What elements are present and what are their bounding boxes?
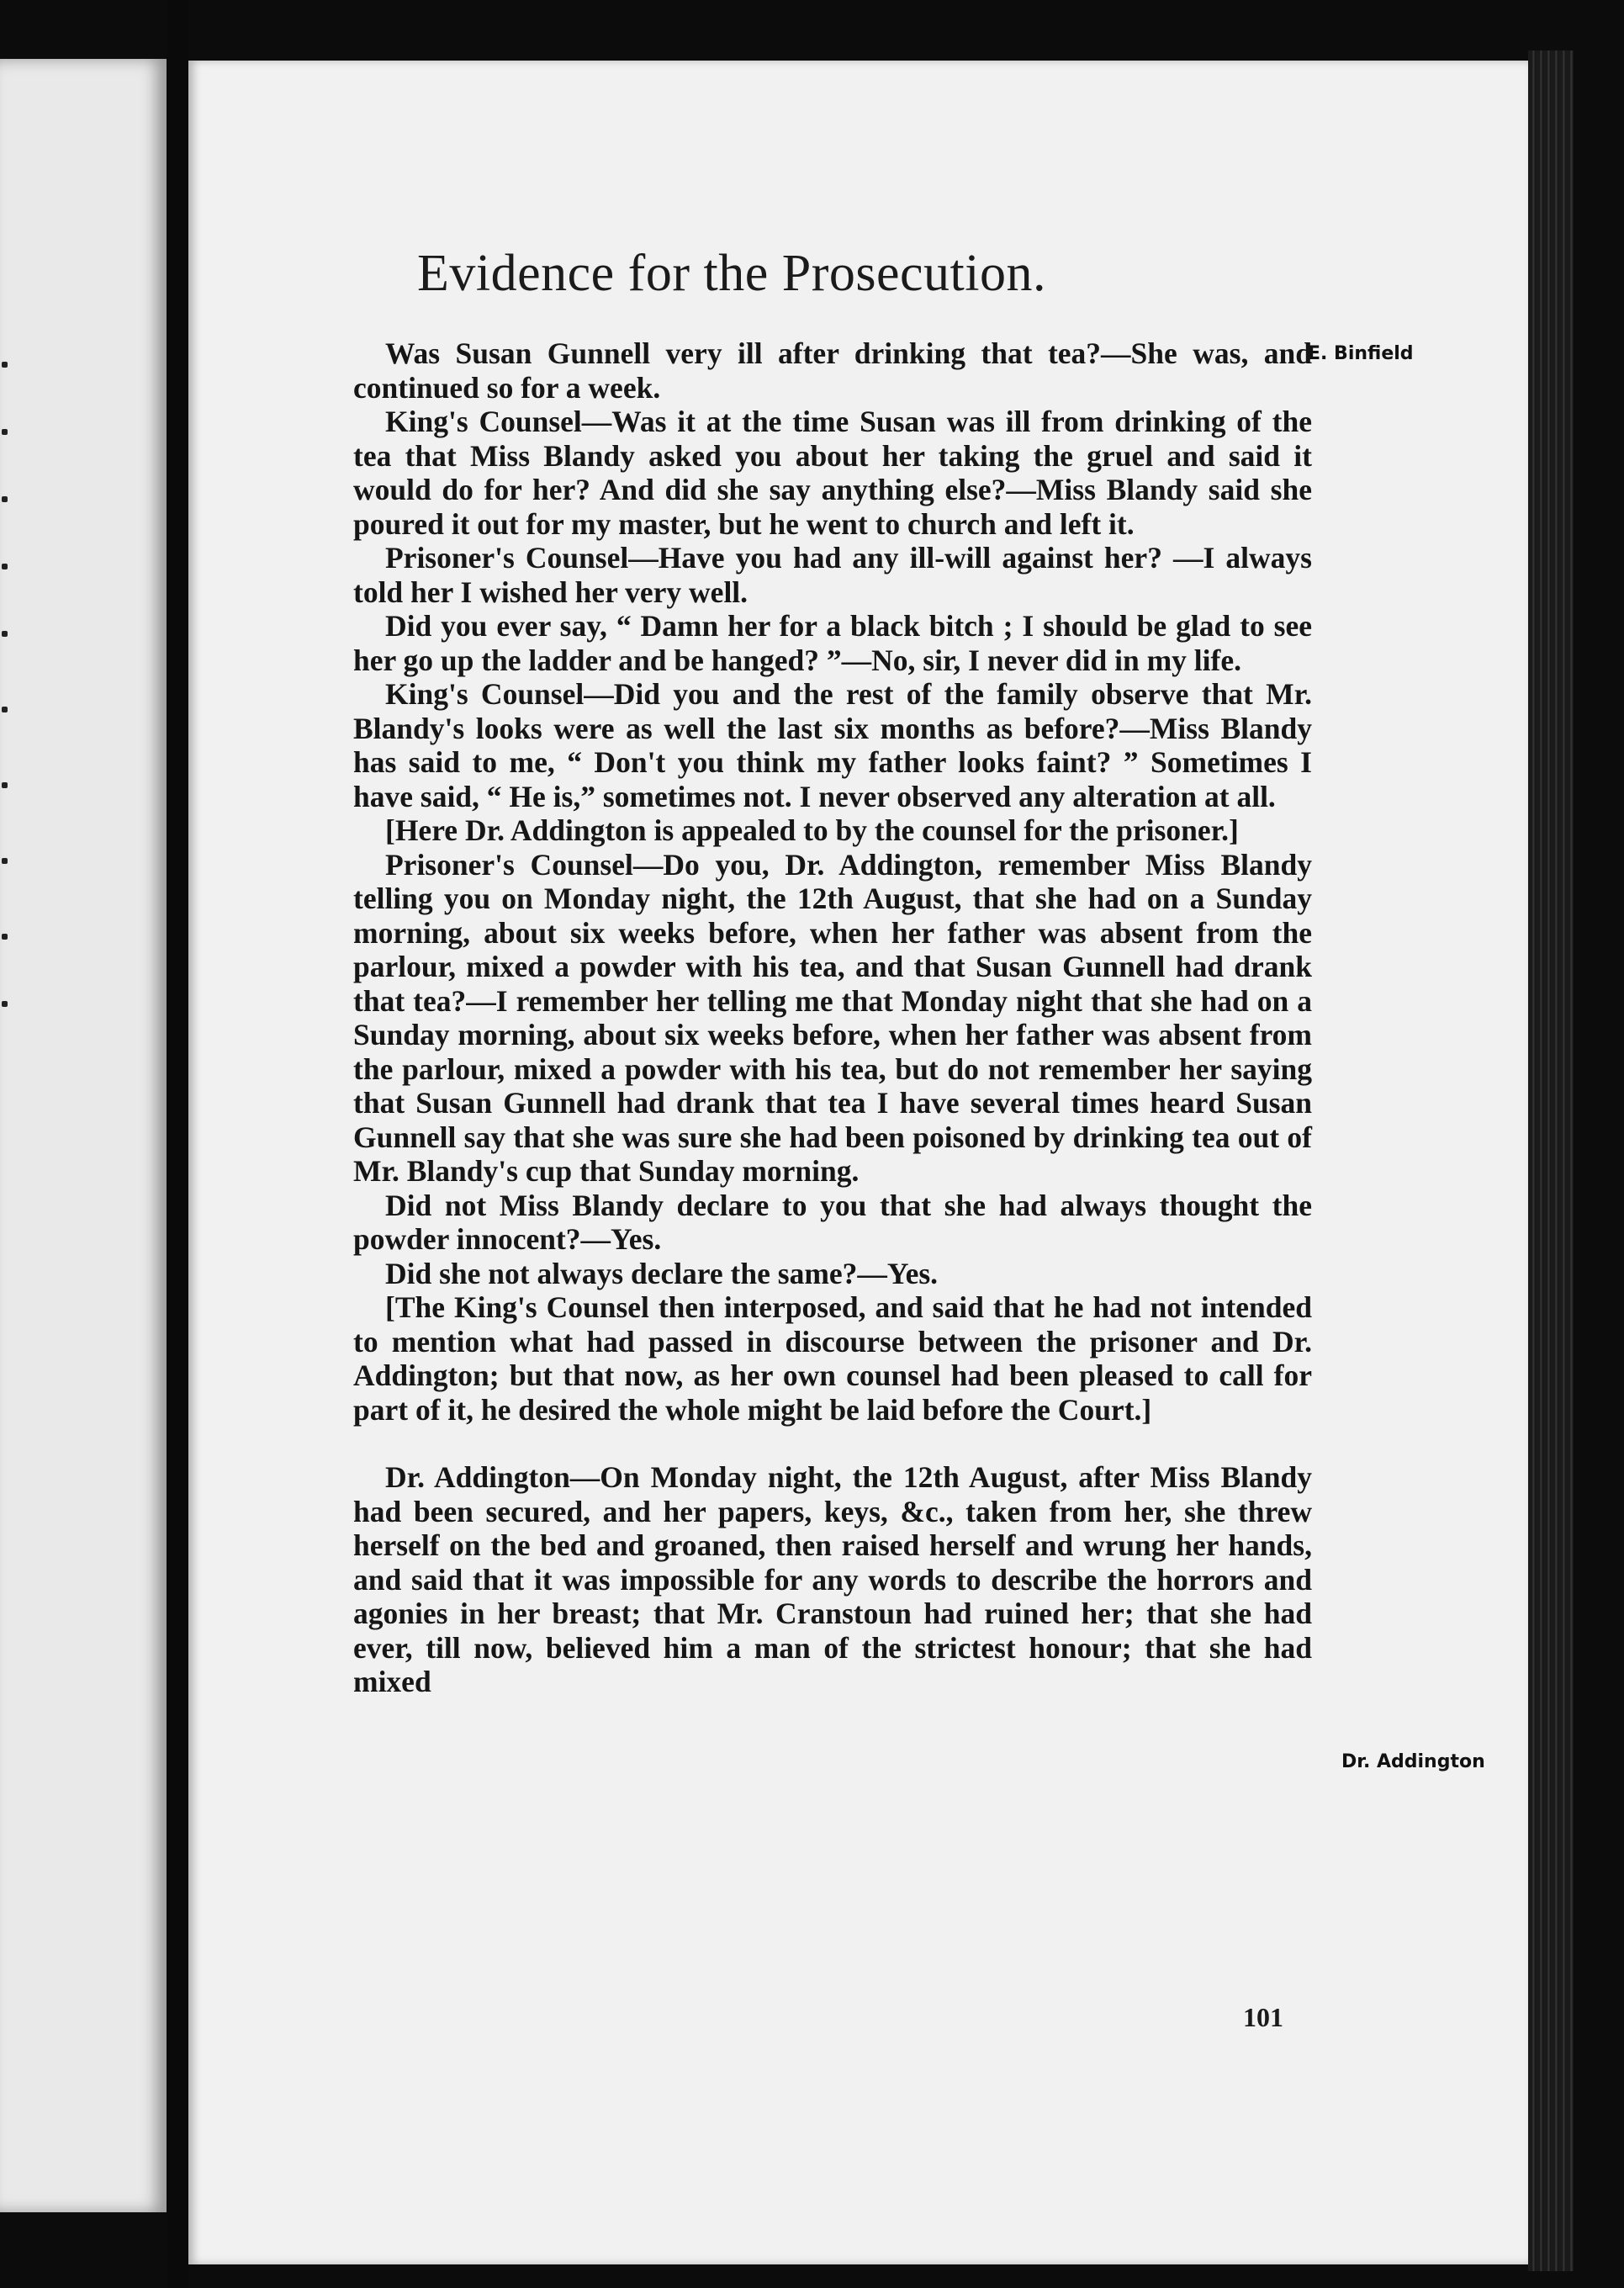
facing-page-mark <box>2 429 8 435</box>
paragraph: Did you ever say, “ Damn her for a black bitch ; I should be glad to see her go up the ladder and be hanged? ”—No, sir, I never did in my life. <box>353 609 1312 677</box>
paragraph: Dr. Addington—On Monday night, the 12th August, after Miss Blandy had been secured, and her papers, keys, &c., taken from her, she threw herself on the bed and groaned, then raised herself and wrung her hands, and said that it was impossible for any words to describe the horrors and agonies in her breast; that Mr. Cranstoun had ruined her; that she had ever, till now, believed him a man of the strictest honour; that she had mixed <box>353 1460 1312 1698</box>
facing-page-mark <box>2 564 8 569</box>
facing-page-mark <box>2 362 8 368</box>
paragraph: Prisoner's Counsel—Do you, Dr. Addington, remember Miss Blandy telling you on Monday night, the 12th August, that she had on a Sunday morning, about six weeks before, when her father was absent from the parlour, mixed a powder with his tea, and that Susan Gunnell had drank that tea?—I remember her telling me that Monday night that she had on a Sunday morning, about six weeks before, when her father was absent from the parlour, mixed a powder with his tea, but do not remember her saying that Susan Gunnell had drank that tea I have several times heard Susan Gunnell say that she was sure she had been poisoned by drinking tea out of Mr. Blandy's cup that Sunday morning. <box>353 847 1312 1188</box>
paragraph: Prisoner's Counsel—Have you had any ill-will against her? —I always told her I wished her very well. <box>353 541 1312 609</box>
paragraph: Did not Miss Blandy declare to you that she had always thought the powder innocent?—Yes. <box>353 1188 1312 1256</box>
paragraph: [The King's Counsel then interposed, and said that he had not intended to mention what had passed in discourse between the prisoner and Dr. Addington; but that now, as her own counsel had been pleased to call for part of it, he desired the whole might be laid before the Court.] <box>353 1290 1312 1427</box>
margin-note-witness: E. Binfield <box>1308 343 1414 364</box>
page-title: Evidence for the Prosecution. <box>417 245 1046 302</box>
paragraph: Was Susan Gunnell very ill after drinking that tea?—She was, and continued so for a week. <box>353 336 1312 405</box>
facing-page-mark <box>2 496 8 502</box>
facing-page-mark <box>2 782 8 788</box>
facing-page-edge <box>0 59 167 2212</box>
facing-page-mark <box>2 858 8 864</box>
page-stack-edge <box>1528 50 1574 2271</box>
facing-page-mark <box>2 1001 8 1007</box>
facing-page-mark <box>2 707 8 712</box>
paragraph: [Here Dr. Addington is appealed to by the counsel for the prisoner.] <box>385 813 1239 847</box>
book-spine-gutter <box>167 0 188 2288</box>
facing-page-mark <box>2 631 8 637</box>
facing-page-mark <box>2 934 8 940</box>
margin-note-witness: Dr. Addington <box>1341 1751 1485 1772</box>
paragraph: Did she not always declare the same?—Yes. <box>385 1256 939 1290</box>
paragraph: King's Counsel—Was it at the time Susan was ill from drinking of the tea that Miss Blandy asked you about her taking the gruel and said it would do for her? And did she say anything else?—Miss Blandy said she poured it out for my master, but he went to church and left it. <box>353 405 1312 541</box>
paragraph: King's Counsel—Did you and the rest of the family observe that Mr. Blandy's looks were as well the last six months as before?—Miss Blandy has said to me, “ Don't you think my father looks faint? ” Sometimes I have said, “ He is,” sometimes not. I never observed any alteration at all. <box>353 677 1312 813</box>
page-number: 101 <box>1243 2002 1283 2032</box>
body-text <box>353 336 1312 1699</box>
